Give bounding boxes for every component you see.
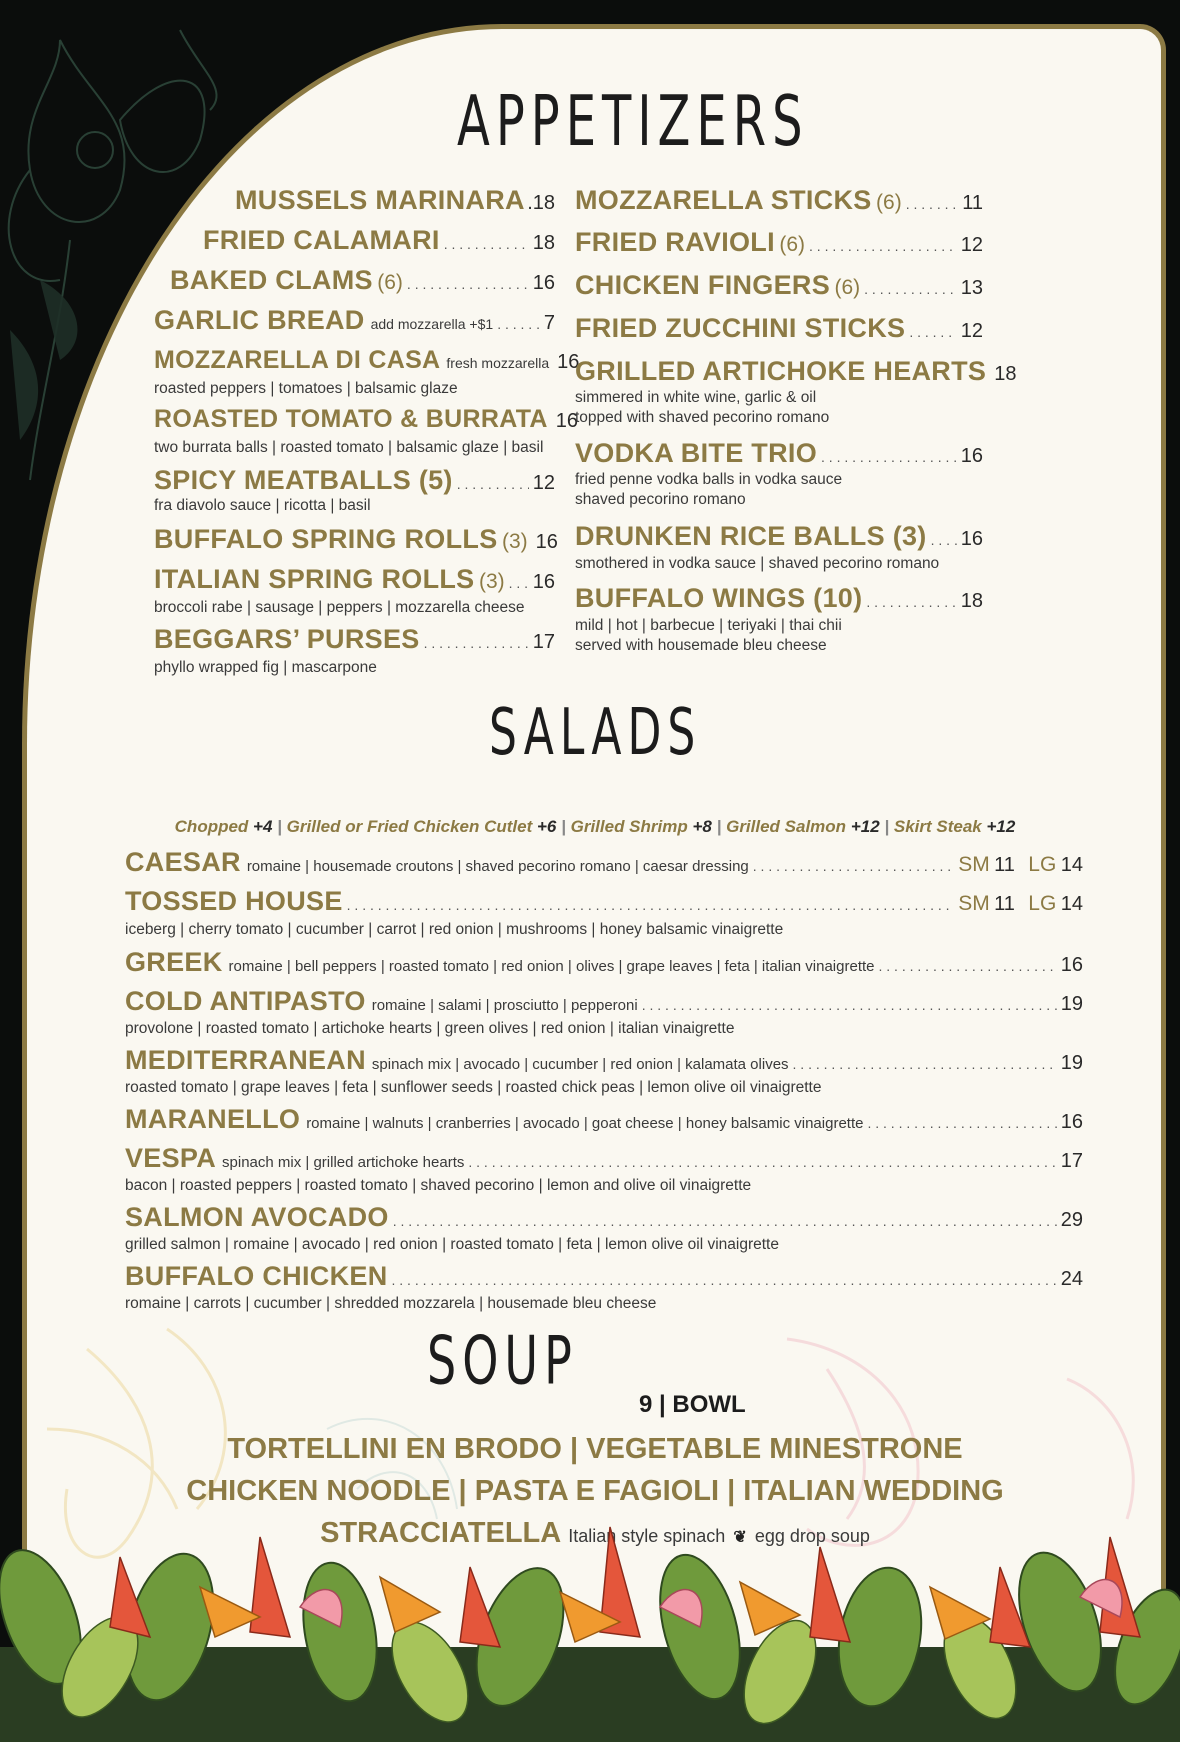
menu-item: ITALIAN SPRING ROLLS (3) . . . 16	[154, 564, 555, 595]
menu-item: BUFFALO SPRING ROLLS (3) 16	[154, 524, 558, 554]
item-description: served with housemade bleu cheese	[575, 637, 827, 654]
menu-item: FRIED ZUCCHINI STICKS . . . 12	[575, 313, 983, 344]
item-description: roasted peppers | tomatoes | balsamic glaze	[154, 380, 458, 397]
menu-item: BEGGARS’ PURSES . . . 17	[154, 624, 555, 655]
tropical-flowers-border	[0, 1497, 1180, 1742]
menu-item: GREEK romaine | bell peppers | roasted tomato | red onion | olives | grape leaves | feta | italian vinaigrette . . . 16	[125, 947, 1083, 978]
item-description: roasted tomato | grape leaves | feta | sunflower seeds | roasted chick peas | lemon olive oil vinaigrette	[125, 1079, 822, 1096]
menu-item: MOZZARELLA DI CASA fresh mozzarella 16	[154, 346, 580, 374]
salads-heading: SALADS	[489, 696, 702, 770]
menu-item: BAKED CLAMS (6) . . . 16	[170, 265, 555, 296]
soup-item-description: Italian style spinach	[568, 1526, 726, 1546]
menu-item: SALMON AVOCADO . . . 29	[125, 1202, 1083, 1233]
item-description: romaine | carrots | cucumber | shredded mozzarela | housemade bleu cheese	[125, 1295, 657, 1312]
item-description: broccoli rabe | sausage | peppers | mozzarella cheese	[154, 599, 525, 616]
menu-item: BUFFALO WINGS (10) . . . 18	[575, 583, 983, 614]
menu-item: CHICKEN FINGERS (6) . . . 13	[575, 270, 983, 301]
menu-item: FRIED CALAMARI . . . 18	[203, 225, 555, 256]
menu-item: MUSSELS MARINARA .18	[235, 185, 555, 215]
item-description: iceberg | cherry tomato | cucumber | carrot | red onion | mushrooms | honey balsamic vinaigrette	[125, 921, 784, 938]
menu-item: TOSSED HOUSE . . . SM 11 LG 14	[125, 886, 1083, 917]
item-description: shaved pecorino romano	[575, 491, 746, 508]
soup-heading: SOUP	[427, 1321, 578, 1400]
item-description: bacon | roasted peppers | roasted tomato | shaved pecorino | lemon and olive oil vinaigrette	[125, 1177, 752, 1194]
menu-item: VESPA spinach mix | grilled artichoke hearts . . . 17	[125, 1143, 1083, 1174]
item-description: phyllo wrapped fig | mascarpone	[154, 659, 377, 676]
leaf-icon: ❦	[733, 1529, 747, 1546]
menu-item: COLD ANTIPASTO romaine | salami | prosciutto | pepperoni . . . 19	[125, 986, 1083, 1017]
menu-item: BUFFALO CHICKEN . . . 24	[125, 1261, 1083, 1292]
soup-item-description: egg drop soup	[754, 1526, 870, 1546]
menu-item: VODKA BITE TRIO . . . 16	[575, 438, 983, 469]
menu-panel	[22, 24, 1166, 1742]
menu-item: GARLIC BREAD add mozzarella +$1 . . . 7	[154, 305, 555, 336]
menu-item: DRUNKEN RICE BALLS (3) . . . 16	[575, 521, 983, 552]
menu-item: GRILLED ARTICHOKE HEARTS 18	[575, 356, 1017, 386]
item-description: provolone | roasted tomato | artichoke hearts | green olives | red onion | italian vinaigrette	[125, 1020, 735, 1037]
item-description: simmered in white wine, garlic & oil	[575, 389, 817, 406]
menu-item: ROASTED TOMATO & BURRATA 16	[154, 405, 579, 433]
salad-addons: Chopped +4 | Grilled or Fried Chicken Cutlet +6 | Grilled Shrimp +8 | Grilled Salmon +12 | Skirt Steak +12	[174, 817, 1016, 836]
item-description: grilled salmon | romaine | avocado | red onion | roasted tomato | feta | lemon olive oil vinaigrette	[125, 1236, 779, 1253]
menu-item: MARANELLO romaine | walnuts | cranberries | avocado | goat cheese | honey balsamic vinaigrette . . . 16	[125, 1104, 1083, 1135]
item-description: fra diavolo sauce | ricotta | basil	[154, 497, 371, 514]
item-description: smothered in vodka sauce | shaved pecorino romano	[575, 555, 940, 572]
item-description: two burrata balls | roasted tomato | balsamic glaze | basil	[154, 439, 544, 456]
soup-item-name: STRACCIATELLA	[320, 1517, 561, 1549]
item-description: mild | hot | barbecue | teriyaki | thai chii	[575, 617, 842, 634]
menu-item: SPICY MEATBALLS (5) . . . 12	[154, 465, 555, 496]
menu-item: MOZZARELLA STICKS (6) . . . 11	[575, 185, 983, 216]
soup-price: 9 | BOWL	[639, 1391, 746, 1418]
menu-item: FRIED RAVIOLI (6) . . . 12	[575, 227, 983, 258]
appetizers-heading: APPETIZERS	[457, 81, 809, 163]
menu-item: CAESAR romaine | housemade croutons | shaved pecorino romano | caesar dressing . . . SM 11 LG 14	[125, 847, 1083, 878]
soup-line: CHICKEN NOODLE | PASTA E FAGIOLI | ITALIAN WEDDING	[186, 1475, 1004, 1507]
item-description: topped with shaved pecorino romano	[575, 409, 830, 426]
item-description: fried penne vodka balls in vodka sauce	[575, 471, 843, 488]
menu-item: MEDITERRANEAN spinach mix | avocado | cucumber | red onion | kalamata olives . . . 19	[125, 1045, 1083, 1076]
soup-line: TORTELLINI EN BRODO | VEGETABLE MINESTRONE	[227, 1433, 963, 1465]
